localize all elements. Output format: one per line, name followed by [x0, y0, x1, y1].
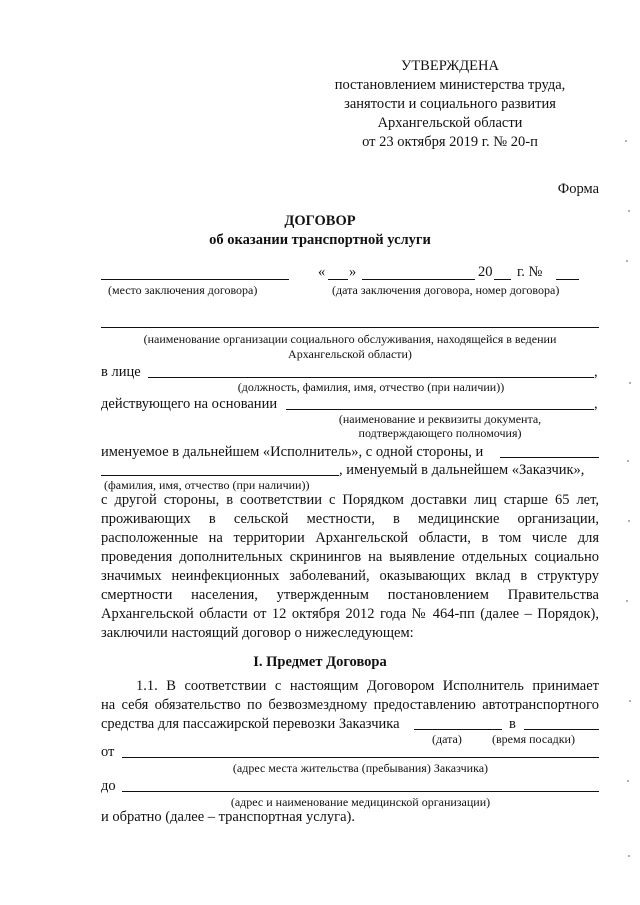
open-quote: « [318, 264, 326, 280]
clause-line: 1.1. В соответствии с настоящим Договором Исполнитель принимает [136, 678, 599, 694]
customer-hint: (фамилия, имя, отчество (при наличии)) [104, 478, 310, 492]
contract-number-field[interactable] [556, 279, 579, 280]
organization-hint: (наименование организации социального обслуживания, находящейся в ведении [143, 332, 557, 346]
to-label: до [101, 778, 116, 794]
organization-hint: Архангельской области) [288, 347, 412, 361]
preamble-line: с другой стороны, в соответствии с Порядком доставки лиц старше 65 лет, [101, 492, 599, 508]
in-word: в [509, 716, 516, 732]
scan-speck [628, 520, 630, 522]
trip-date-hint: (дата) [432, 732, 462, 746]
place-field[interactable] [101, 279, 289, 280]
boarding-time-field[interactable] [524, 729, 599, 730]
basis-document-field[interactable] [286, 409, 594, 410]
clause-line: средства для пассажирской перевозки Заказчика [101, 716, 400, 732]
preamble-line: значимых неинфекционных заболеваний, оказывающих вклад в структуру [101, 568, 599, 584]
scan-speck [627, 780, 629, 782]
representative-field[interactable] [148, 377, 594, 378]
comma: , [594, 396, 598, 412]
year-prefix: 20 [478, 264, 493, 280]
closing-line: и обратно (далее – транспортная услуга). [101, 809, 355, 825]
customer-name-field-continued[interactable] [101, 475, 339, 476]
customer-text: , именуемый в дальнейшем «Заказчик», [339, 462, 585, 478]
from-address-field[interactable] [122, 757, 599, 758]
approval-line: постановлением министерства труда, [334, 77, 566, 93]
executor-text: именуемое в дальнейшем «Исполнитель», с одной стороны, и [101, 444, 484, 460]
scan-speck [626, 600, 628, 602]
clause-line: на себя обязательство по безвозмездному предоставлению автотранспортного [101, 697, 599, 713]
from-label: от [101, 744, 115, 760]
document-subtitle: об оказании транспортной услуги [209, 232, 431, 248]
position-hint: (должность, фамилия, имя, отчество (при наличии)) [237, 380, 505, 394]
customer-name-field[interactable] [500, 457, 599, 458]
number-sign: г. № [517, 264, 543, 280]
document-hint: подтверждающего полномочия) [358, 426, 522, 440]
scan-speck [629, 700, 631, 702]
date-hint: (дата заключения договора, номер договора) [332, 283, 560, 297]
organization-field[interactable] [101, 327, 599, 328]
scan-speck [627, 460, 629, 462]
day-field[interactable] [328, 279, 348, 280]
to-address-hint: (адрес и наименование медицинской организации) [230, 795, 491, 809]
approval-line: занятости и социального развития [344, 96, 556, 112]
represented-by-label: в лице [101, 364, 141, 380]
month-field[interactable] [362, 279, 475, 280]
document-title: ДОГОВОР [284, 213, 356, 229]
scan-speck [628, 210, 630, 212]
to-address-field[interactable] [122, 791, 599, 792]
scan-speck [626, 260, 628, 262]
scan-speck [629, 382, 631, 384]
section-title: I. Предмет Договора [253, 654, 387, 670]
acting-basis-label: действующего на основании [101, 396, 278, 412]
approval-line: от 23 октября 2019 г. № 20-п [362, 134, 538, 150]
from-address-hint: (адрес места жительства (пребывания) Заказчика) [232, 761, 489, 775]
scan-speck [625, 140, 627, 142]
close-quote: » [349, 264, 357, 280]
trip-date-field[interactable] [414, 729, 502, 730]
preamble-line: смертности населения, утвержденным постановлением Правительства [101, 587, 599, 603]
preamble-line: расположенные на территории Архангельской области, в том числе для [101, 530, 599, 546]
document-hint: (наименование и реквизиты документа, [338, 412, 542, 426]
approval-title: УТВЕРЖДЕНА [401, 58, 499, 74]
preamble-line: проживающих в сельской местности, в медицинские организации, [101, 511, 599, 527]
preamble-line: проведения дополнительных скринингов на выявление отдельных социально [101, 549, 599, 565]
year-field[interactable] [494, 279, 511, 280]
boarding-time-hint: (время посадки) [492, 732, 575, 746]
preamble-line: Архангельской области от 12 октября 2012 года № 464-пп (далее – Порядок), [101, 606, 599, 622]
approval-line: Архангельской области [377, 115, 523, 131]
preamble-line: заключили настоящий договор о нижеследующем: [101, 625, 414, 641]
comma: , [594, 364, 598, 380]
place-hint: (место заключения договора) [108, 283, 258, 297]
scan-speck [628, 855, 630, 857]
form-label: Форма [557, 181, 599, 197]
